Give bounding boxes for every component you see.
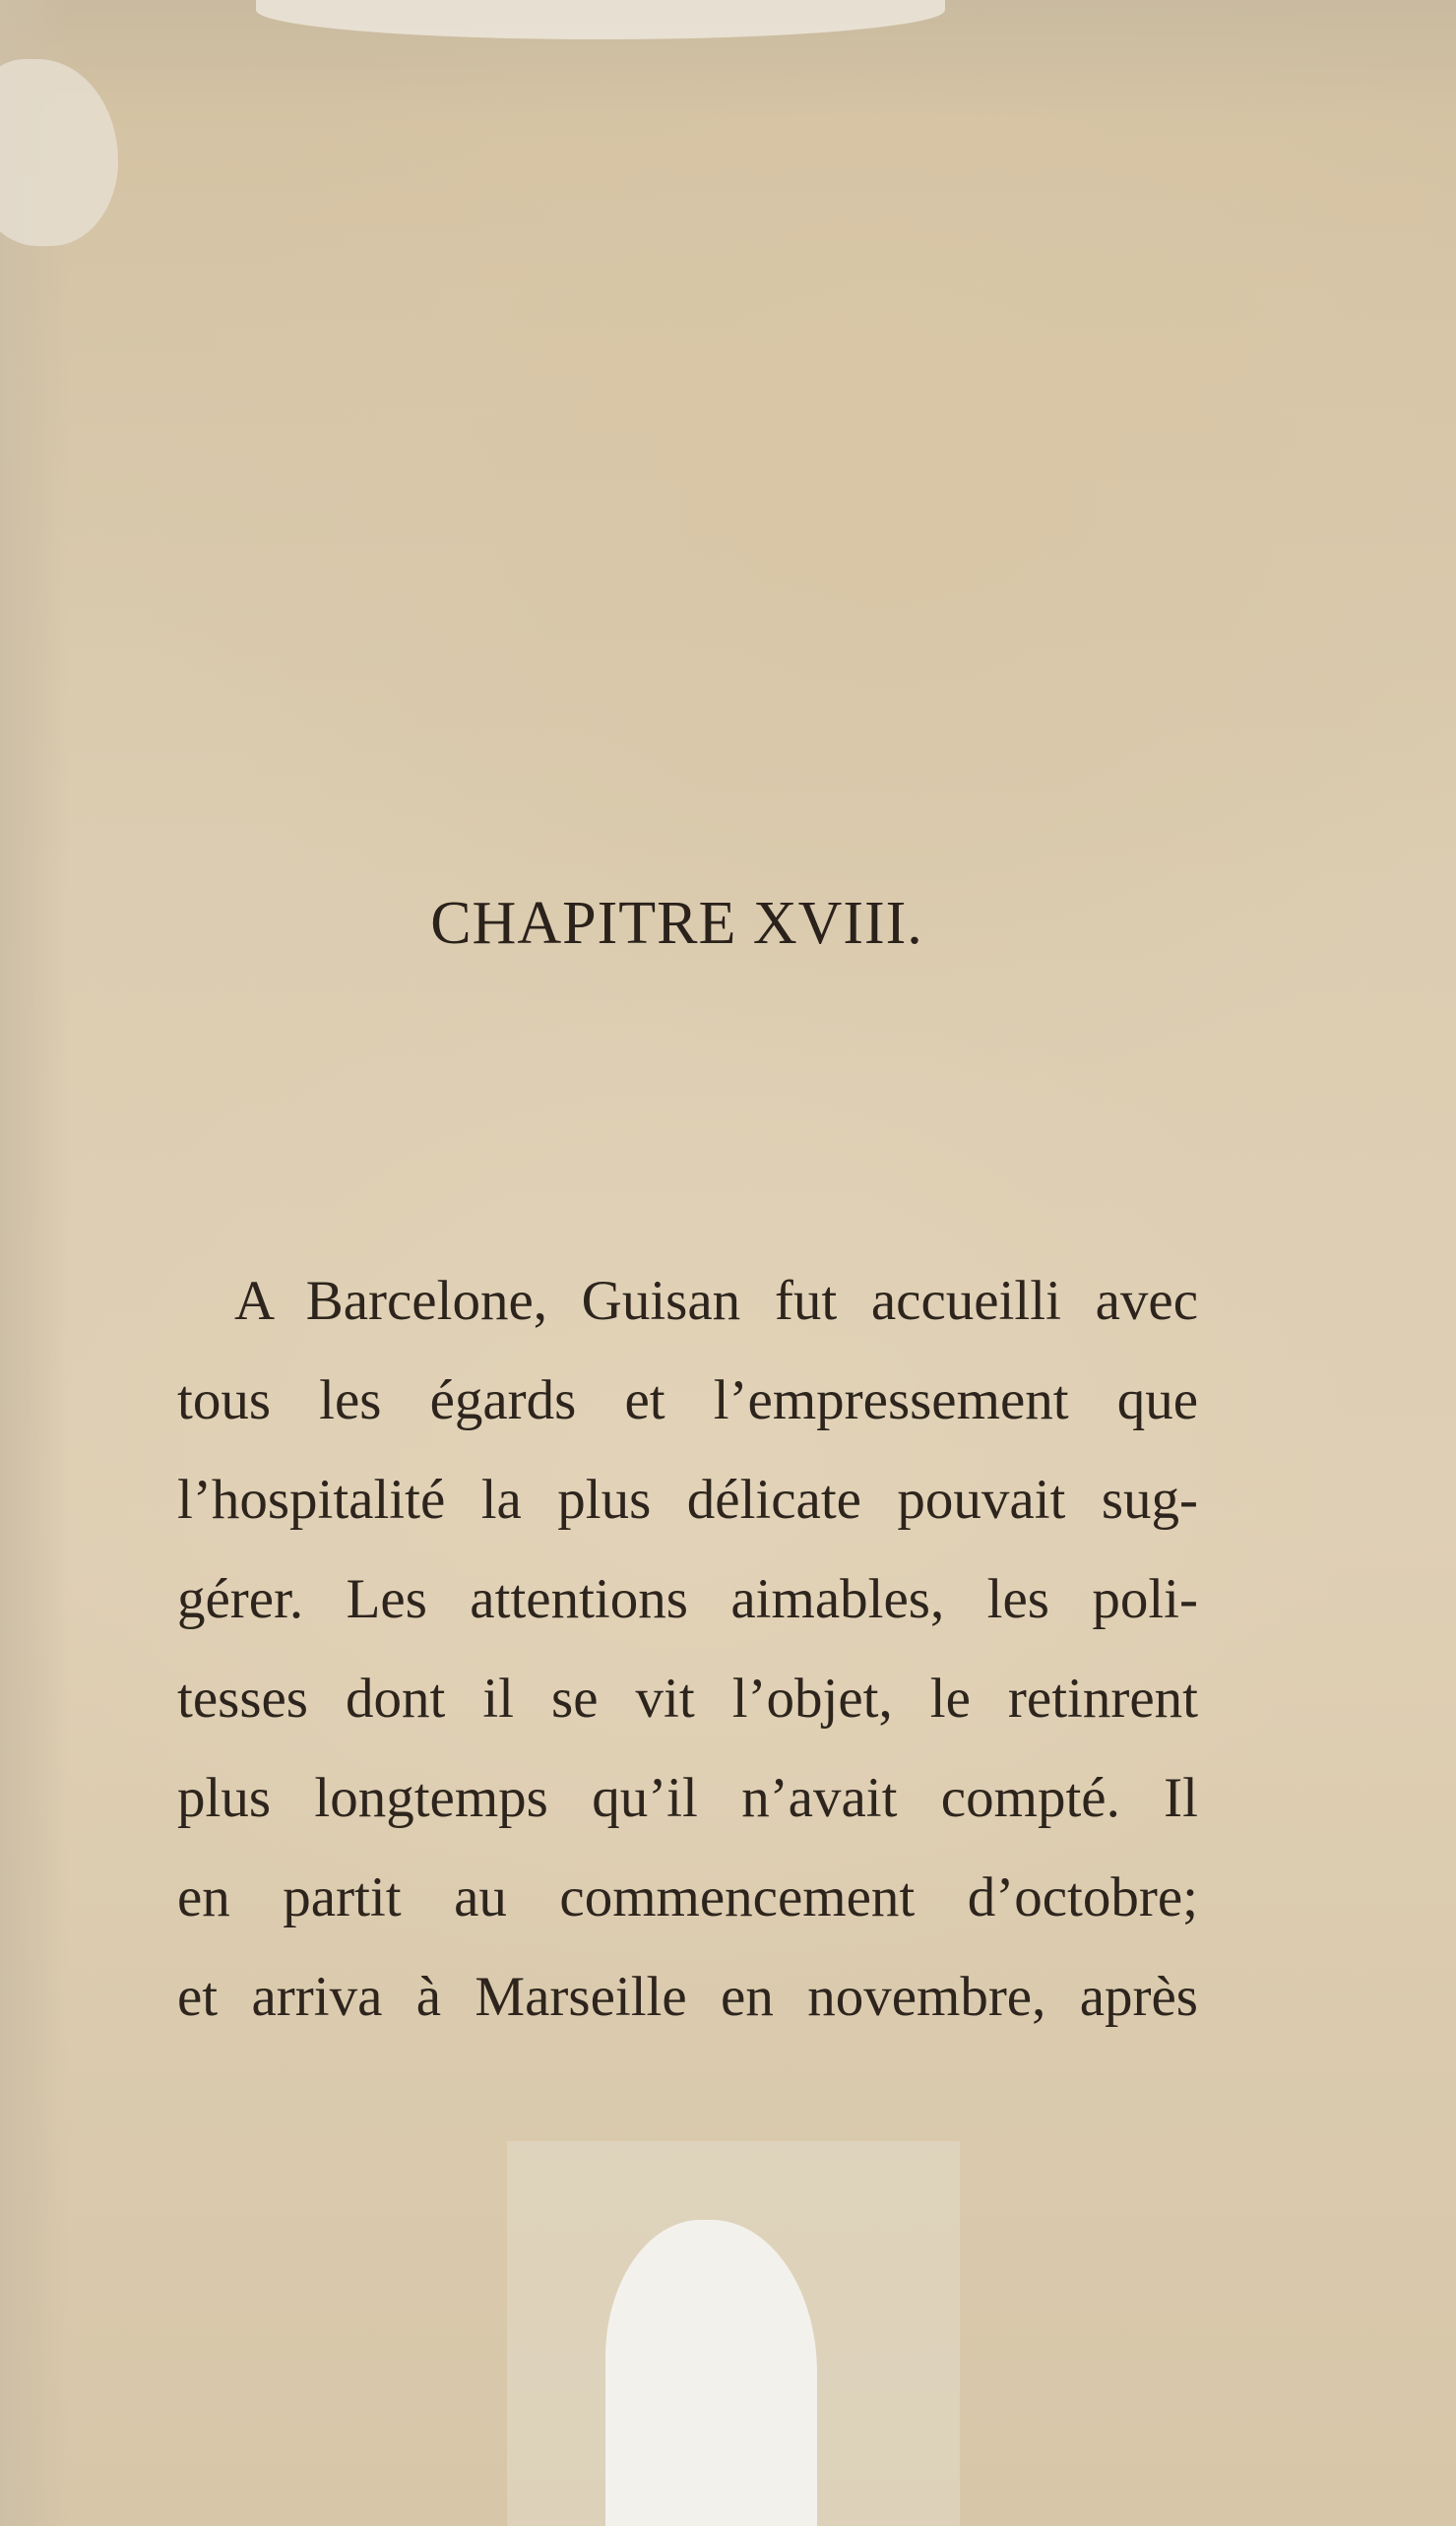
text-line-7: en partit au commencement d’octobre;: [177, 1866, 1198, 1928]
body-text: [177, 1251, 1198, 2047]
text-line-1: A Barcelone, Guisan fut accueilli avec: [234, 1270, 1198, 1332]
text-line-8: et arriva à Marseille en novembre, après: [177, 1966, 1198, 2028]
text-line-2: tous les égards et l’empressement que: [177, 1369, 1198, 1431]
chapter-title: CHAPITRE XVIII.: [430, 890, 923, 957]
paper-hole: [605, 2220, 817, 2526]
text-line-4: gérer. Les attentions aimables, les poli-: [177, 1568, 1198, 1630]
text-line-3: l’hospitalité la plus délicate pouvait sug-: [177, 1469, 1198, 1531]
paper-stain-left: [0, 0, 69, 2526]
text-line-6: plus longtemps qu’il n’avait compté. Il: [177, 1767, 1198, 1829]
text-line-5: tesses dont il se vit l’objet, le retinrent: [177, 1668, 1198, 1730]
